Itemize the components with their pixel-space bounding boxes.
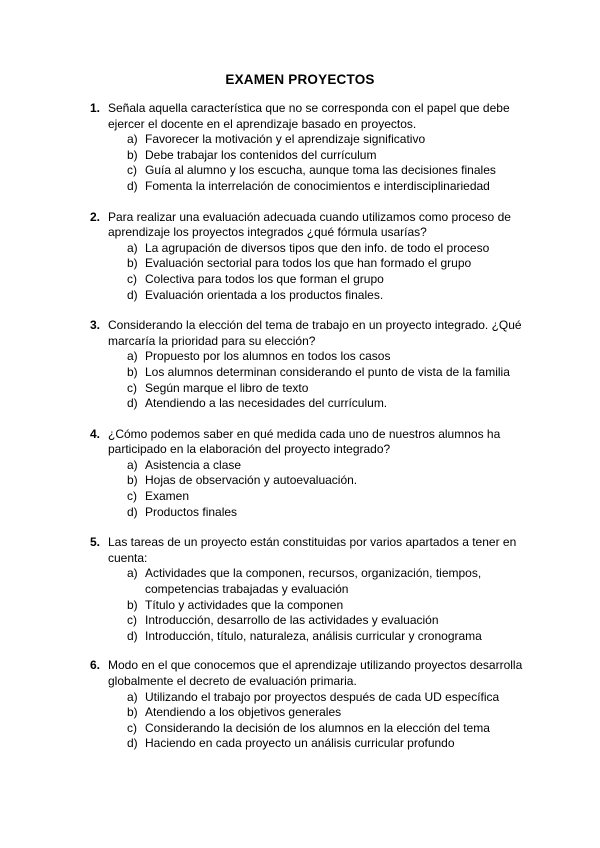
question-text: Señala aquella característica que no se corresponda con el papel que debe ejercer el docente en el aprendizaje basado en proyectos. [108,101,510,131]
option-a [127,241,530,257]
question-text: Para realizar una evaluación adecuada cuando utilizamos como proceso de aprendizaje los proyectos integrados ¿qué fórmula usarías? [108,209,511,240]
option-c [127,613,530,629]
option-text: Productos finales [145,504,238,519]
option-text: Los alumnos determinan considerando el punto de vista de la familia [145,364,510,379]
option-b [127,365,530,381]
option-a [127,458,530,474]
option-d [127,179,530,195]
option-text: Utilizando el trabajo por proyectos después de cada UD específica [145,689,500,704]
option-text: Haciendo en cada proyecto un análisis curricular profundo [145,736,455,751]
option-text: Colectiva para todos los que forman el grupo [145,271,384,286]
option-c [127,381,530,397]
question-number: 1. [90,101,101,115]
option-text: Examen [145,489,190,504]
option-text: Considerando la decisión de los alumnos en la elección del tema [145,720,490,735]
option-label: c) [127,271,137,286]
option-text: Asistencia a clase [145,457,242,472]
option-text: Favorecer la motivación y el aprendizaje significativo [145,132,426,147]
option-text: Evaluación sectorial para todos los que han formado el grupo [145,256,472,271]
option-label: a) [127,566,138,581]
option-label: d) [127,178,138,193]
option-list [127,566,530,644]
option-text: Actividades que la componen, recursos, organización, tiempos, competencias trabajadas y evaluación [145,566,482,597]
option-label: a) [127,689,138,704]
option-label: a) [127,349,138,364]
option-label: b) [127,705,138,720]
option-list [127,349,530,411]
option-label: d) [127,628,138,643]
option-label: c) [127,489,137,504]
option-list [127,458,530,520]
question-number: 4. [90,426,101,441]
question-list [90,101,530,752]
option-label: c) [127,380,137,395]
option-text: Evaluación orientada a los productos finales. [145,287,384,302]
option-b [127,705,530,721]
option-text: Hojas de observación y autoevaluación. [145,473,358,488]
question-6 [90,658,530,752]
option-text: Según marque el libro de texto [145,380,309,395]
option-label: d) [127,736,138,751]
option-text: Debe trabajar los contenidos del currículum [145,147,377,162]
option-list [127,132,530,194]
option-label: d) [127,396,138,411]
option-d [127,505,530,521]
option-a [127,132,530,148]
question-number: 5. [90,535,101,550]
option-label: a) [127,132,138,147]
option-text: Atendiendo a los objetivos generales [145,705,342,720]
option-list [127,241,530,303]
option-a [127,349,530,365]
question-text: Considerando la elección del tema de trabajo en un proyecto integrado. ¿Qué marcaría la prioridad para su elección? [108,318,522,348]
page-title: EXAMEN PROYECTOS [225,72,375,87]
question-text: ¿Cómo podemos saber en qué medida cada uno de nuestros alumnos ha participado en la elaboración del proyecto integrado? [108,426,501,457]
option-d [127,629,530,645]
option-d [127,736,530,752]
option-text: La agrupación de diversos tipos que den info. de todo el proceso [145,240,490,255]
option-text: Introducción, desarrollo de las actividades y evaluación [145,613,439,628]
question-number: 3. [90,318,101,333]
option-b [127,473,530,489]
option-d [127,396,530,412]
option-label: b) [127,256,138,271]
option-text: Propuesto por los alumnos en todos los casos [145,349,391,364]
option-c [127,272,530,288]
option-c [127,163,530,179]
question-4 [90,427,530,521]
option-label: d) [127,504,138,519]
option-d [127,288,530,304]
question-2 [90,210,530,304]
option-label: b) [127,147,138,162]
option-label: c) [127,720,137,735]
option-c [127,721,530,737]
option-b [127,148,530,164]
option-c [127,489,530,505]
option-label: d) [127,287,138,302]
question-number: 6. [90,658,101,673]
option-text: Introducción, título, naturaleza, análisis curricular y cronograma [145,628,482,643]
option-label: b) [127,473,138,488]
option-a [127,566,530,597]
question-number: 2. [90,209,101,224]
option-text: Título y actividades que la componen [145,597,344,612]
option-a [127,690,530,706]
option-b [127,256,530,272]
question-1 [90,101,530,195]
question-3 [90,318,530,412]
option-label: b) [127,364,138,379]
option-label: c) [127,613,137,628]
option-label: a) [127,240,138,255]
option-label: a) [127,457,138,472]
option-list [127,690,530,752]
option-text: Fomenta la interrelación de conocimientos e interdisciplinariedad [145,178,490,193]
option-label: c) [127,163,137,178]
option-text: Guía al alumno y los escucha, aunque toma las decisiones finales [145,163,496,178]
option-label: b) [127,597,138,612]
option-b [127,598,530,614]
question-text: Modo en el que conocemos que el aprendizaje utilizando proyectos desarrolla globalmente el decreto de evaluación primaria. [108,658,523,688]
question-5 [90,535,530,644]
option-text: Atendiendo a las necesidades del currículum. [145,396,388,411]
question-text: Las tareas de un proyecto están constituidas por varios apartados a tener en cuenta: [108,535,517,565]
